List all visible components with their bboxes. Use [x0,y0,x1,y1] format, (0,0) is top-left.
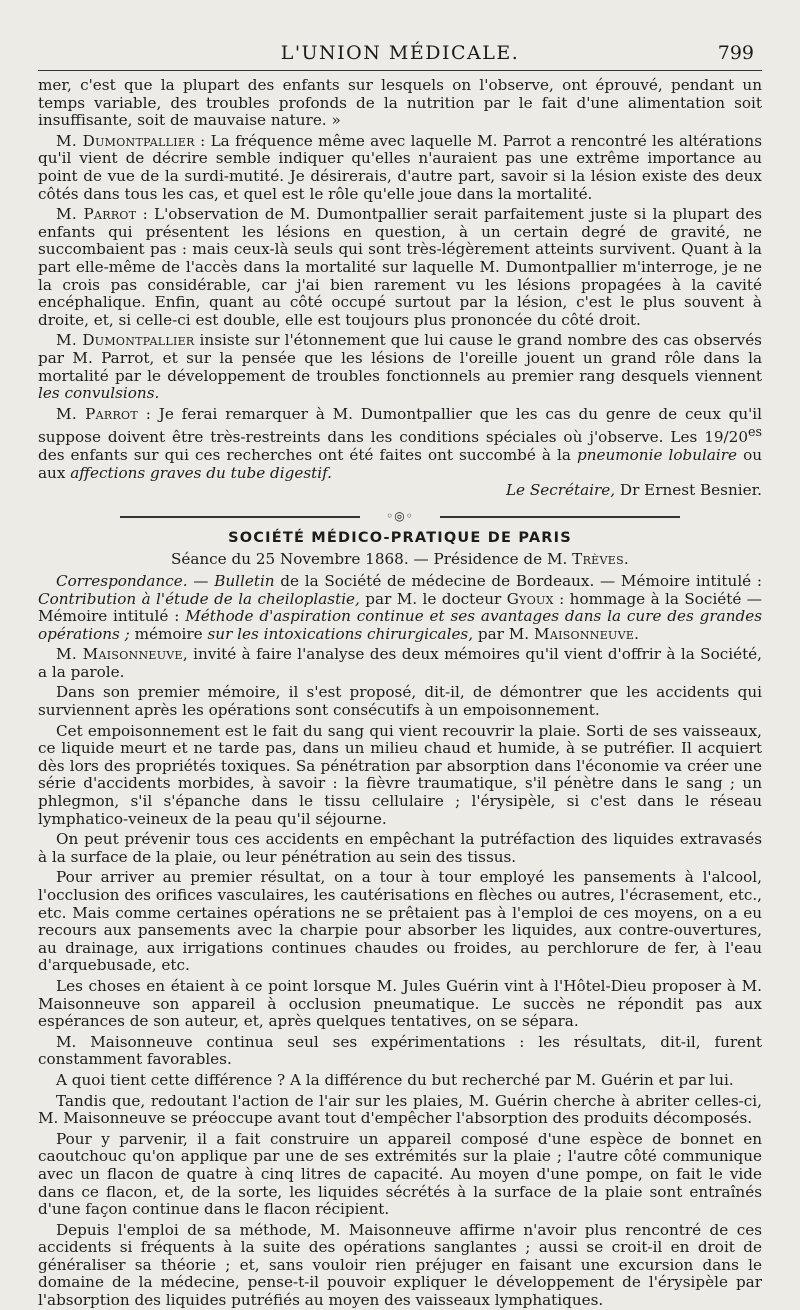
author-name: Gyoux [506,589,554,608]
paragraph: Pour arriver au premier résultat, on a tour à tour employé les pansements à l'alcool, l'occlusion des orifices vasculaires, les cautérisations en flèches ou autres, l'écrasement, etc., etc. Mais comme certaines opérations ne se prêtaient pas à l'emploi de ces moyens, on a eu recours aux pansements avec la charpie pour absorber les liquides, aux contre-ouvertures, au drainage, aux irrigations continues chaudes ou froides, au perchlorure de fer, à l'eau d'arquebusade, etc. [38,868,762,975]
paragraph-dumontpallier-2 [38,332,762,402]
paragraph-text: mémoire [129,624,208,643]
italic-text: Bulletin [214,571,275,590]
paragraph-text: : Je ferai remarquer à M. Dumontpallier que les cas du genre de ceux qu'il suppose doivent être très-restreints dans les conditions spéciales où j'observe. Les 19/20 [38,404,762,447]
paragraph-text: par M. [473,624,534,643]
speaker-name: M. Parrot [56,205,137,224]
speaker-name: M. Parrot [56,404,138,423]
paragraph-text: — [187,571,215,590]
session-text: Séance du 25 Novembre 1868. — Présidence de M. [170,550,573,569]
paragraph-text: insiste sur l'étonnement que lui cause le grand nombre des cas observés par M. Parrot, et sur la pensée que les lésions de l'oreille jouent un grand rôle dans la mortalité par le développement de troubles fonctionnels au premier rang desquels viennent [38,331,762,385]
divider-line-right [440,516,680,518]
paragraph: Cet empoisonnement est le fait du sang qui vient recouvrir la plaie. Sorti de ses vaisseaux, ce liquide meurt et ne tarde pas, dans un milieu chaud et humide, à se putréfier. Il acquiert dès lors des propriétés toxiques. Sa pénétration par absorption dans l'économie va créer une série d'accidents morbides, à savoir : la fièvre traumatique, s'il pénètre dans le sang ; un phlegmon, s'il s'épanche dans le tissu cellulaire ; l'érysipèle, si c'est dans le réseau lymphatico-veineux de la peau qu'il séjourne. [38,721,762,828]
divider-line-left [120,516,360,518]
section-divider-ornament [120,508,680,523]
speaker-name: M. Dumontpallier [56,131,195,150]
paragraph: Dans son premier mémoire, il s'est proposé, dit-il, de démontrer que les accidents qui surviennent après les opérations sont consécutifs à un empoisonnement. [38,683,762,720]
secretary-signature [38,482,762,500]
paragraph-dumontpallier-1 [38,133,762,203]
paragraph: A quoi tient cette différence ? A la différence du but recherché par M. Guérin et par lui. [56,1070,734,1089]
paragraph: Les choses en étaient à ce point lorsque M. Jules Guérin vint à l'Hôtel-Dieu proposer à M. Maisonneuve son appareil à occlusion pneumatique. Le succès ne répondit pas aux espérances de son auteur, et, après quelques tentatives, on se sépara. [38,976,762,1031]
paragraph-text: : hommage à la Société — Mémoire intitulé : [38,589,762,626]
section-heading: SOCIÉTÉ MÉDICO-PRATIQUE DE PARIS [228,529,572,546]
italic-text: Correspondance. [56,571,188,590]
paragraph-text: : La fréquence même avec laquelle M. Parrot a rencontré les altérations qu'il vient de décrire semble indiquer qu'elles n'auraient pas une extrême importance au point de vue de la surdi-mutité. Je désirerais, d'autre part, savoir si la lésion existe des deux côtés dans tous les cas, et quel est le rôle qu'elle joue dans la mortalité. [38,131,762,203]
italic-text: Méthode d'aspiration continue et ses avantages dans la cure des grandes opérations ; [38,607,762,643]
paragraph-text: : L'observation de M. Dumontpallier serait parfaitement juste si la plupart des enfants qui présentent les lésions en question, à un certain degré de gravité, ne succombaient pas : mais ceux-là seuls qui sont très-légèrement atteints survivent. Quant à la part elle-même de l'accès dans la mortalité sur laquelle M. Dumontpallier m'interroge, je ne la crois pas considérable, car j'ai bien rarement vu les lésions propagées à la cavité encéphalique. Enfin, quant au côté occupé surtout par la lésion, c'est le plus souvent à droite, et, si celle-ci est double, elle est toujours plus prononcée du côté droit. [38,205,762,329]
paragraph-text: des enfants sur qui ces recherches ont été faites ont succombé à la [38,445,577,464]
italic-text: pneumonie lobulaire [576,445,738,464]
paragraph: Depuis l'emploi de sa méthode, M. Maisonneuve affirme n'avoir plus rencontré de ces accidents si fréquents à la suite des opérations sanglantes ; aussi se croit-il en droit de généraliser sa théorie ; et, sans vouloir rien préjuger en faisant une excursion dans le domaine de la médecine, pense-t-il pouvoir expliquer le développement de l'érysipèle par l'absorption des liquides putréfiés au moyen des vaisseaux lymphatiques. [38,1220,762,1310]
italic-text: Contribution à l'étude de la cheiloplastie, [38,589,360,608]
divider-ornament-glyph: ◦◎◦ [386,508,414,523]
speaker-name: M. Maisonneuve [56,645,183,664]
paragraph-text: de la Société de médecine de Bordeaux. — Mémoire intitulé : [274,571,762,590]
paragraph-text: par M. le docteur [359,589,507,608]
superscript: es [748,424,762,440]
speaker-name: M. Dumontpallier [56,331,195,350]
paragraph-maisonneuve-intro [38,646,762,681]
paragraph: Tandis que, redoutant l'action de l'air sur les plaies, M. Guérin cherche à abriter celles-ci, M. Maisonneuve se préoccupe avant tout d'empêcher l'absorption des produits décomposés. [38,1091,762,1128]
article-body [38,71,762,1310]
signature-label: Le Secrétaire, [505,481,616,500]
paragraph-intro: mer, c'est que la plupart des enfants sur lesquels on l'observe, ont éprouvé, pendant un temps variable, des troubles profonds de la nutrition par le fait d'une alimentation soit insuffisante, soit de mauvaise nature. » [38,76,762,130]
paragraph: M. Maisonneuve continua seul ses expérimentations : les résultats, dit-il, furent constamment favorables. [38,1032,762,1069]
session-line [38,551,762,569]
italic-text: affections graves du tube digestif. [70,463,332,482]
journal-title: L'UNION MÉDICALE. [280,42,520,64]
author-name: Maisonneuve. [533,624,640,643]
running-header [38,34,762,71]
page-number: 799 [717,42,754,64]
paragraph-text: , invité à faire l'analyse des deux mémoires qu'il vient d'offrir à la Société, a la parole. [38,645,762,681]
paragraph-parrot-1 [38,206,762,329]
paragraph-text: ou aux [38,445,762,482]
signature-name: Dr Ernest Besnier. [615,481,762,500]
paragraph: Pour y parvenir, il a fait construire un appareil composé d'une espèce de bonnet en caoutchouc qu'on applique par une de ses extrémités sur la plaie ; l'autre côté communique avec un flacon de quatre à cinq litres de capacité. Au moyen d'une pompe, on fait le vide dans ce flacon, et, de la sorte, les liquides sécrétés à la surface de la plaie sont entraînés d'une façon continue dans le flacon récipient. [38,1129,762,1219]
italic-text: les convulsions. [38,384,160,403]
paragraph-parrot-2 [38,406,762,500]
paragraph: On peut prévenir tous ces accidents en empêchant la putréfaction des liquides extravasés à la surface de la plaie, ou leur pénétration au sein des tissus. [38,830,762,866]
italic-text: sur les intoxications chirurgicales, [207,624,474,643]
president-name: Trèves. [572,550,630,569]
paragraph-correspondance [38,573,762,643]
